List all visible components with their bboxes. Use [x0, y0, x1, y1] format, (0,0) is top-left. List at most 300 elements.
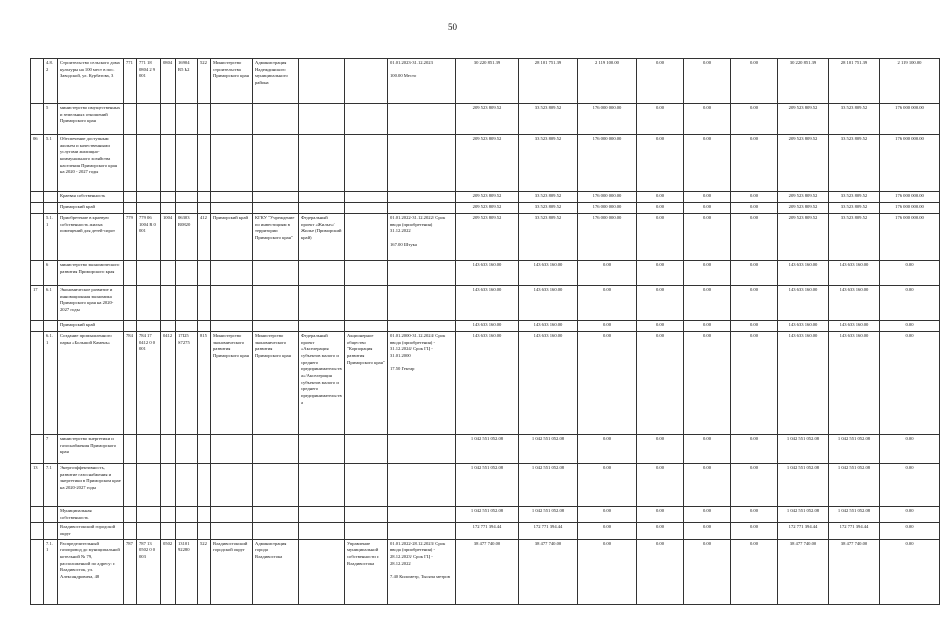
- table-cell: [137, 523, 161, 539]
- table-cell: [124, 286, 137, 321]
- table-cell: Создание промышленного парка «Большой Камень»: [58, 332, 124, 435]
- table-cell: [31, 435, 44, 464]
- table-cell: 0.00: [578, 286, 637, 321]
- table-cell: 33 523 809.52: [829, 203, 880, 214]
- table-cell: 0.00: [637, 192, 684, 203]
- table-cell: 30 220 851.39: [456, 59, 519, 104]
- table-cell: 7.1: [44, 464, 58, 507]
- table-cell: [137, 464, 161, 507]
- table-cell: 176 000 000.00: [578, 214, 637, 261]
- table-cell: 6: [44, 261, 58, 286]
- table-cell: [198, 464, 211, 507]
- table-cell: 176 000 000.00: [880, 192, 940, 203]
- table-cell: [253, 435, 299, 464]
- table-cell: 33 523 809.52: [829, 192, 880, 203]
- table-cell: [31, 261, 44, 286]
- table-cell: 0.00: [637, 104, 684, 135]
- table-cell: 28 101 751.39: [829, 59, 880, 104]
- table-cell: [198, 104, 211, 135]
- table-cell: [388, 203, 456, 214]
- table-cell: 176 000 000.00: [880, 135, 940, 192]
- table-row: [31, 59, 940, 104]
- table-cell: 0.00: [637, 203, 684, 214]
- table-cell: [388, 192, 456, 203]
- table-cell: 1 042 551 052.08: [456, 435, 519, 464]
- table-cell: [388, 523, 456, 539]
- table-cell: 209 523 809.52: [778, 203, 829, 214]
- table-cell: [137, 104, 161, 135]
- table-cell: 0.00: [684, 135, 731, 192]
- table-cell: 0.00: [731, 332, 778, 435]
- table-cell: [161, 261, 176, 286]
- table-cell: [345, 261, 388, 286]
- table-cell: 0.00: [684, 321, 731, 332]
- table-cell: [124, 203, 137, 214]
- table-cell: 7.1.1: [44, 539, 58, 604]
- table-cell: 7: [44, 435, 58, 464]
- table-cell: [31, 321, 44, 332]
- table-cell: 1 042 551 052.08: [778, 507, 829, 523]
- table-cell: 0.00: [578, 523, 637, 539]
- table-cell: [198, 261, 211, 286]
- table-cell: 0.00: [731, 507, 778, 523]
- table-cell: [253, 321, 299, 332]
- table-cell: 0.00: [578, 332, 637, 435]
- table-cell: 01.01.2023-31.12.2023 100.00 Место: [388, 59, 456, 104]
- table-cell: [345, 104, 388, 135]
- table-cell: [198, 135, 211, 192]
- table-cell: 0502: [161, 539, 176, 604]
- table-cell: [176, 507, 198, 523]
- table-cell: [253, 523, 299, 539]
- table-cell: 0.00: [684, 507, 731, 523]
- table-cell: 0.00: [637, 507, 684, 523]
- table-cell: 176 000 000.00: [880, 203, 940, 214]
- table-cell: Приморский край: [211, 214, 253, 261]
- table-cell: 38 477 740.00: [778, 539, 829, 604]
- table-cell: [345, 523, 388, 539]
- table-cell: 172 771 394.44: [519, 523, 578, 539]
- table-cell: [345, 203, 388, 214]
- table-cell: КГКУ "Учреждение по инвестициям в территории Приморского края": [253, 214, 299, 261]
- table-cell: 38 477 740.00: [519, 539, 578, 604]
- table-cell: [299, 261, 345, 286]
- table-cell: 5.1.1: [44, 214, 58, 261]
- table-cell: [31, 192, 44, 203]
- table-cell: 0.00: [684, 286, 731, 321]
- table-cell: [176, 286, 198, 321]
- table-cell: 0.00: [578, 261, 637, 286]
- table-cell: 143 633 160.00: [456, 332, 519, 435]
- table-cell: [31, 203, 44, 214]
- table-cell: [211, 286, 253, 321]
- table-cell: [161, 135, 176, 192]
- table-cell: [211, 523, 253, 539]
- table-cell: 13: [31, 464, 44, 507]
- table-cell: [198, 523, 211, 539]
- table-cell: 209 523 809.52: [456, 214, 519, 261]
- table-cell: [299, 464, 345, 507]
- table-cell: [124, 192, 137, 203]
- table-cell: [211, 192, 253, 203]
- table-cell: [31, 214, 44, 261]
- table-cell: 01.01.2000-31.12.2024/ Срок ввода (приобретения) - 31.12.2024/ Срок ГЦ - 31.01.2000 17.50 Гектар: [388, 332, 456, 435]
- table-cell: Приморский край: [58, 203, 124, 214]
- table-cell: 143 633 160.00: [519, 261, 578, 286]
- table-cell: Владивостокский городской округ: [58, 523, 124, 539]
- table-cell: 0.00: [731, 59, 778, 104]
- table-cell: 0.00: [637, 464, 684, 507]
- table-cell: 176 000 000.00: [578, 203, 637, 214]
- table-cell: 0.00: [684, 203, 731, 214]
- table-cell: [211, 104, 253, 135]
- table-cell: [345, 59, 388, 104]
- table-row: [31, 203, 940, 214]
- table-row: [31, 286, 940, 321]
- table-cell: 0.00: [880, 321, 940, 332]
- table-row: [31, 464, 940, 507]
- table-cell: 1 042 551 052.08: [829, 435, 880, 464]
- table-cell: Управление муниципальной собственности г. Владивостока: [345, 539, 388, 604]
- table-cell: 176 000 000.00: [880, 104, 940, 135]
- table-cell: 0.00: [684, 332, 731, 435]
- table-cell: 33 523 809.52: [829, 214, 880, 261]
- table-cell: [253, 104, 299, 135]
- table-cell: [299, 539, 345, 604]
- table-cell: Распределительный газопровод до муниципальной котельной № 79, расположенной по адресу: г. Владивосток, ул. Александровича, 48: [58, 539, 124, 604]
- table-cell: [137, 192, 161, 203]
- table-cell: 0.00: [731, 203, 778, 214]
- table-cell: [345, 321, 388, 332]
- table-cell: [253, 192, 299, 203]
- table-cell: Министерство экономического развития Приморского края: [253, 332, 299, 435]
- table-cell: [176, 464, 198, 507]
- table-cell: 1 042 551 052.08: [778, 464, 829, 507]
- table-cell: 0.00: [578, 539, 637, 604]
- table-cell: 143 633 160.00: [829, 321, 880, 332]
- table-cell: 33 523 809.52: [519, 203, 578, 214]
- table-cell: Администрация Надеждинского муниципального района: [253, 59, 299, 104]
- table-cell: 33 523 809.52: [519, 135, 578, 192]
- table-cell: 0.00: [637, 214, 684, 261]
- table-cell: 0.00: [637, 286, 684, 321]
- table-cell: 0.00: [880, 464, 940, 507]
- table-cell: [137, 261, 161, 286]
- investment-table: [30, 58, 940, 605]
- table-cell: 172 771 394.44: [456, 523, 519, 539]
- table-cell: 209 523 809.52: [778, 104, 829, 135]
- table-cell: [299, 321, 345, 332]
- table-cell: 209 523 809.52: [456, 203, 519, 214]
- table-cell: 6.1.1: [44, 332, 58, 435]
- table-cell: 0.00: [880, 261, 940, 286]
- table-cell: [211, 135, 253, 192]
- table-cell: [198, 321, 211, 332]
- table-cell: 209 523 809.52: [456, 192, 519, 203]
- table-cell: [137, 135, 161, 192]
- table-cell: Энергоэффективность, развитие газоснабжения и энергетики в Приморском крае на 2020-2027 годы: [58, 464, 124, 507]
- table-cell: [124, 435, 137, 464]
- table-cell: [161, 321, 176, 332]
- table-cell: министерство экономического развития Приморского края: [58, 261, 124, 286]
- table-cell: [161, 507, 176, 523]
- table-row: [31, 435, 940, 464]
- table-cell: [211, 321, 253, 332]
- table-cell: [31, 523, 44, 539]
- table-cell: [176, 135, 198, 192]
- table-cell: 209 523 809.52: [778, 192, 829, 203]
- table-cell: 176 000 000.00: [578, 135, 637, 192]
- table-cell: [211, 203, 253, 214]
- table-cell: Администрация города Владивостока: [253, 539, 299, 604]
- table-cell: 01.01.2022-28.12.2023/ Срок ввода (приобретения) - 28.12.2023/ Срок ГЦ - 28.12.2022 7.40 Километр, Тысяча метров: [388, 539, 456, 604]
- table-row: [31, 321, 940, 332]
- table-row: [31, 523, 940, 539]
- table-cell: [253, 203, 299, 214]
- table-cell: 1 042 551 052.08: [829, 464, 880, 507]
- table-cell: Экономическое развитие и инновационная экономика Приморского края на 2020-2027 годы: [58, 286, 124, 321]
- table-cell: 1 042 551 052.08: [778, 435, 829, 464]
- table-cell: [176, 321, 198, 332]
- table-cell: 143 633 160.00: [829, 332, 880, 435]
- table-cell: 0.00: [637, 135, 684, 192]
- table-cell: 209 523 809.52: [778, 214, 829, 261]
- table-cell: [31, 507, 44, 523]
- table-cell: 06: [31, 135, 44, 192]
- table-cell: [345, 286, 388, 321]
- table-cell: 143 633 160.00: [456, 261, 519, 286]
- table-cell: 16904 R5 Ь2: [176, 59, 198, 104]
- table-cell: 0.00: [880, 507, 940, 523]
- table-cell: [299, 435, 345, 464]
- table-cell: [124, 261, 137, 286]
- table-cell: Акционерное общество "Корпорация развития Приморского края": [345, 332, 388, 435]
- table-cell: [253, 507, 299, 523]
- table-cell: [44, 523, 58, 539]
- table-cell: 17: [31, 286, 44, 321]
- table-cell: Краевая собственность: [58, 192, 124, 203]
- table-cell: 0.00: [880, 286, 940, 321]
- table-cell: [161, 286, 176, 321]
- table-cell: [253, 135, 299, 192]
- table-cell: [388, 135, 456, 192]
- table-cell: [31, 539, 44, 604]
- table-cell: 1 042 551 052.08: [456, 507, 519, 523]
- table-cell: [299, 286, 345, 321]
- table-cell: 0.00: [731, 192, 778, 203]
- table-cell: 1 042 551 052.08: [519, 507, 578, 523]
- table-cell: [124, 104, 137, 135]
- table-cell: [176, 104, 198, 135]
- table-cell: 209 523 809.52: [778, 135, 829, 192]
- table-cell: [137, 321, 161, 332]
- table-cell: [161, 192, 176, 203]
- table-cell: Муниципальная собственность: [58, 507, 124, 523]
- table-cell: 0.00: [578, 435, 637, 464]
- table-cell: 0.00: [731, 464, 778, 507]
- table-cell: 143 633 160.00: [778, 332, 829, 435]
- table-cell: Федеральный проект «Акселерация субъектов малого и среднего предпринимательства»/Акселерация субъектов малого и среднего предпринимательства: [299, 332, 345, 435]
- table-cell: Владивостокский городской округ: [211, 539, 253, 604]
- table-cell: 0.00: [880, 332, 940, 435]
- table-cell: 0.00: [731, 539, 778, 604]
- table-row: [31, 539, 940, 604]
- table-cell: министерство имущественных и земельных отношений Приморского края: [58, 104, 124, 135]
- table-cell: [388, 435, 456, 464]
- table-cell: 0.00: [637, 261, 684, 286]
- table-cell: [299, 523, 345, 539]
- table-cell: 143 633 160.00: [778, 286, 829, 321]
- table-cell: Строительство сельского дома культуры на 100 мест в пос. Заводской, ул. Курбатова, 3: [58, 59, 124, 104]
- table-cell: 38 477 740.00: [829, 539, 880, 604]
- table-cell: 06303 R0820: [176, 214, 198, 261]
- table-cell: [124, 464, 137, 507]
- table-cell: 0.00: [684, 464, 731, 507]
- table-cell: 0.00: [880, 435, 940, 464]
- table-cell: [253, 464, 299, 507]
- table-cell: 0.00: [578, 321, 637, 332]
- table-cell: 143 633 160.00: [519, 332, 578, 435]
- table-cell: 176 000 000.00: [578, 104, 637, 135]
- table-cell: [345, 214, 388, 261]
- table-cell: 0.00: [637, 321, 684, 332]
- table-cell: [161, 104, 176, 135]
- table-cell: [388, 464, 456, 507]
- table-cell: [161, 435, 176, 464]
- table-cell: 1 042 551 052.08: [829, 507, 880, 523]
- table-cell: 0.00: [637, 539, 684, 604]
- table-cell: [211, 261, 253, 286]
- table-cell: 176 000 000.00: [880, 214, 940, 261]
- table-cell: 0.00: [731, 523, 778, 539]
- table-cell: 784: [124, 332, 137, 435]
- table-cell: [176, 192, 198, 203]
- table-cell: [124, 523, 137, 539]
- table-cell: 779: [124, 214, 137, 261]
- table-cell: [253, 286, 299, 321]
- table-cell: [176, 261, 198, 286]
- table-cell: [31, 59, 44, 104]
- table-cell: 0.00: [637, 332, 684, 435]
- table-cell: 787: [124, 539, 137, 604]
- table-body: [31, 59, 940, 605]
- table-cell: 01.01.2022-31.12.2022/ Срок ввода (приобретения) 31.12.2022 167.00 Штука: [388, 214, 456, 261]
- table-cell: [137, 435, 161, 464]
- table-cell: 412: [198, 214, 211, 261]
- table-cell: [388, 104, 456, 135]
- table-cell: 13101 92280: [176, 539, 198, 604]
- table-cell: 33 523 809.52: [519, 104, 578, 135]
- table-cell: 0.00: [880, 539, 940, 604]
- table-cell: Министерство строительства Приморского края: [211, 59, 253, 104]
- table-cell: 2 119 100.00: [578, 59, 637, 104]
- table-cell: 784 17 0412 0 0 001: [137, 332, 161, 435]
- table-cell: [253, 261, 299, 286]
- table-cell: [299, 135, 345, 192]
- table-cell: 522: [198, 539, 211, 604]
- table-cell: 30 220 851.39: [778, 59, 829, 104]
- table-cell: 6.1: [44, 286, 58, 321]
- table-cell: [211, 435, 253, 464]
- table-cell: 0804: [161, 59, 176, 104]
- table-cell: [388, 261, 456, 286]
- table-cell: 33 523 809.52: [519, 192, 578, 203]
- table-cell: 771 18 0804 2 9 001: [137, 59, 161, 104]
- table-cell: 143 633 160.00: [829, 286, 880, 321]
- table-cell: 143 633 160.00: [829, 261, 880, 286]
- table-cell: [176, 203, 198, 214]
- table-cell: 779 06 1004 R 0 001: [137, 214, 161, 261]
- table-cell: [388, 286, 456, 321]
- table-cell: [161, 203, 176, 214]
- table-row: [31, 192, 940, 203]
- table-cell: Обеспечение доступным жильем и качественными услугами жилищно-коммунального хозяйства населения Приморского края на 2020 - 2027 годы: [58, 135, 124, 192]
- table-cell: [388, 507, 456, 523]
- table-cell: [198, 435, 211, 464]
- table-cell: 209 523 809.52: [456, 104, 519, 135]
- table-cell: 143 633 160.00: [456, 321, 519, 332]
- table-cell: 0.00: [731, 321, 778, 332]
- table-cell: 33 523 809.52: [829, 135, 880, 192]
- table-cell: 0.00: [684, 214, 731, 261]
- table-cell: [299, 59, 345, 104]
- table-cell: министерство энергетики и газоснабжения Приморского края: [58, 435, 124, 464]
- table-cell: [299, 203, 345, 214]
- table-row: [31, 332, 940, 435]
- table-cell: 5.1: [44, 135, 58, 192]
- table-cell: 0.00: [637, 435, 684, 464]
- table-cell: [299, 104, 345, 135]
- table-cell: 0.00: [637, 523, 684, 539]
- table-row: [31, 104, 940, 135]
- table-cell: [176, 435, 198, 464]
- table-row: [31, 135, 940, 192]
- table-cell: 0.00: [684, 59, 731, 104]
- table-cell: [345, 192, 388, 203]
- table-cell: [198, 203, 211, 214]
- table-cell: 0.00: [684, 261, 731, 286]
- table-row: [31, 507, 940, 523]
- table-cell: 1 042 551 052.08: [456, 464, 519, 507]
- table-cell: 787 13 0502 0 0 003: [137, 539, 161, 604]
- table-cell: 1004: [161, 214, 176, 261]
- table-cell: [388, 321, 456, 332]
- table-cell: [345, 507, 388, 523]
- table-cell: 0.00: [684, 435, 731, 464]
- table-cell: 172 771 394.44: [829, 523, 880, 539]
- table-cell: [44, 192, 58, 203]
- table-cell: [31, 332, 44, 435]
- table-cell: [161, 523, 176, 539]
- table-cell: Приморский край: [58, 321, 124, 332]
- table-cell: 143 633 160.00: [519, 286, 578, 321]
- table-cell: [161, 464, 176, 507]
- table-cell: 522: [198, 59, 211, 104]
- table-cell: 0.00: [637, 59, 684, 104]
- table-cell: Федеральный проект «Жилье»/Жилье (Приморский край): [299, 214, 345, 261]
- table-cell: [44, 321, 58, 332]
- page-number: 50: [448, 22, 457, 32]
- table-cell: 0.00: [684, 104, 731, 135]
- table-cell: 38 477 740.00: [456, 539, 519, 604]
- table-cell: [137, 203, 161, 214]
- table-cell: 5: [44, 104, 58, 135]
- table-cell: [137, 286, 161, 321]
- table-cell: [198, 507, 211, 523]
- table-cell: 0.00: [731, 104, 778, 135]
- table-cell: Приобретение в краевую собственность жилых помещений для детей-сирот: [58, 214, 124, 261]
- table-cell: [299, 192, 345, 203]
